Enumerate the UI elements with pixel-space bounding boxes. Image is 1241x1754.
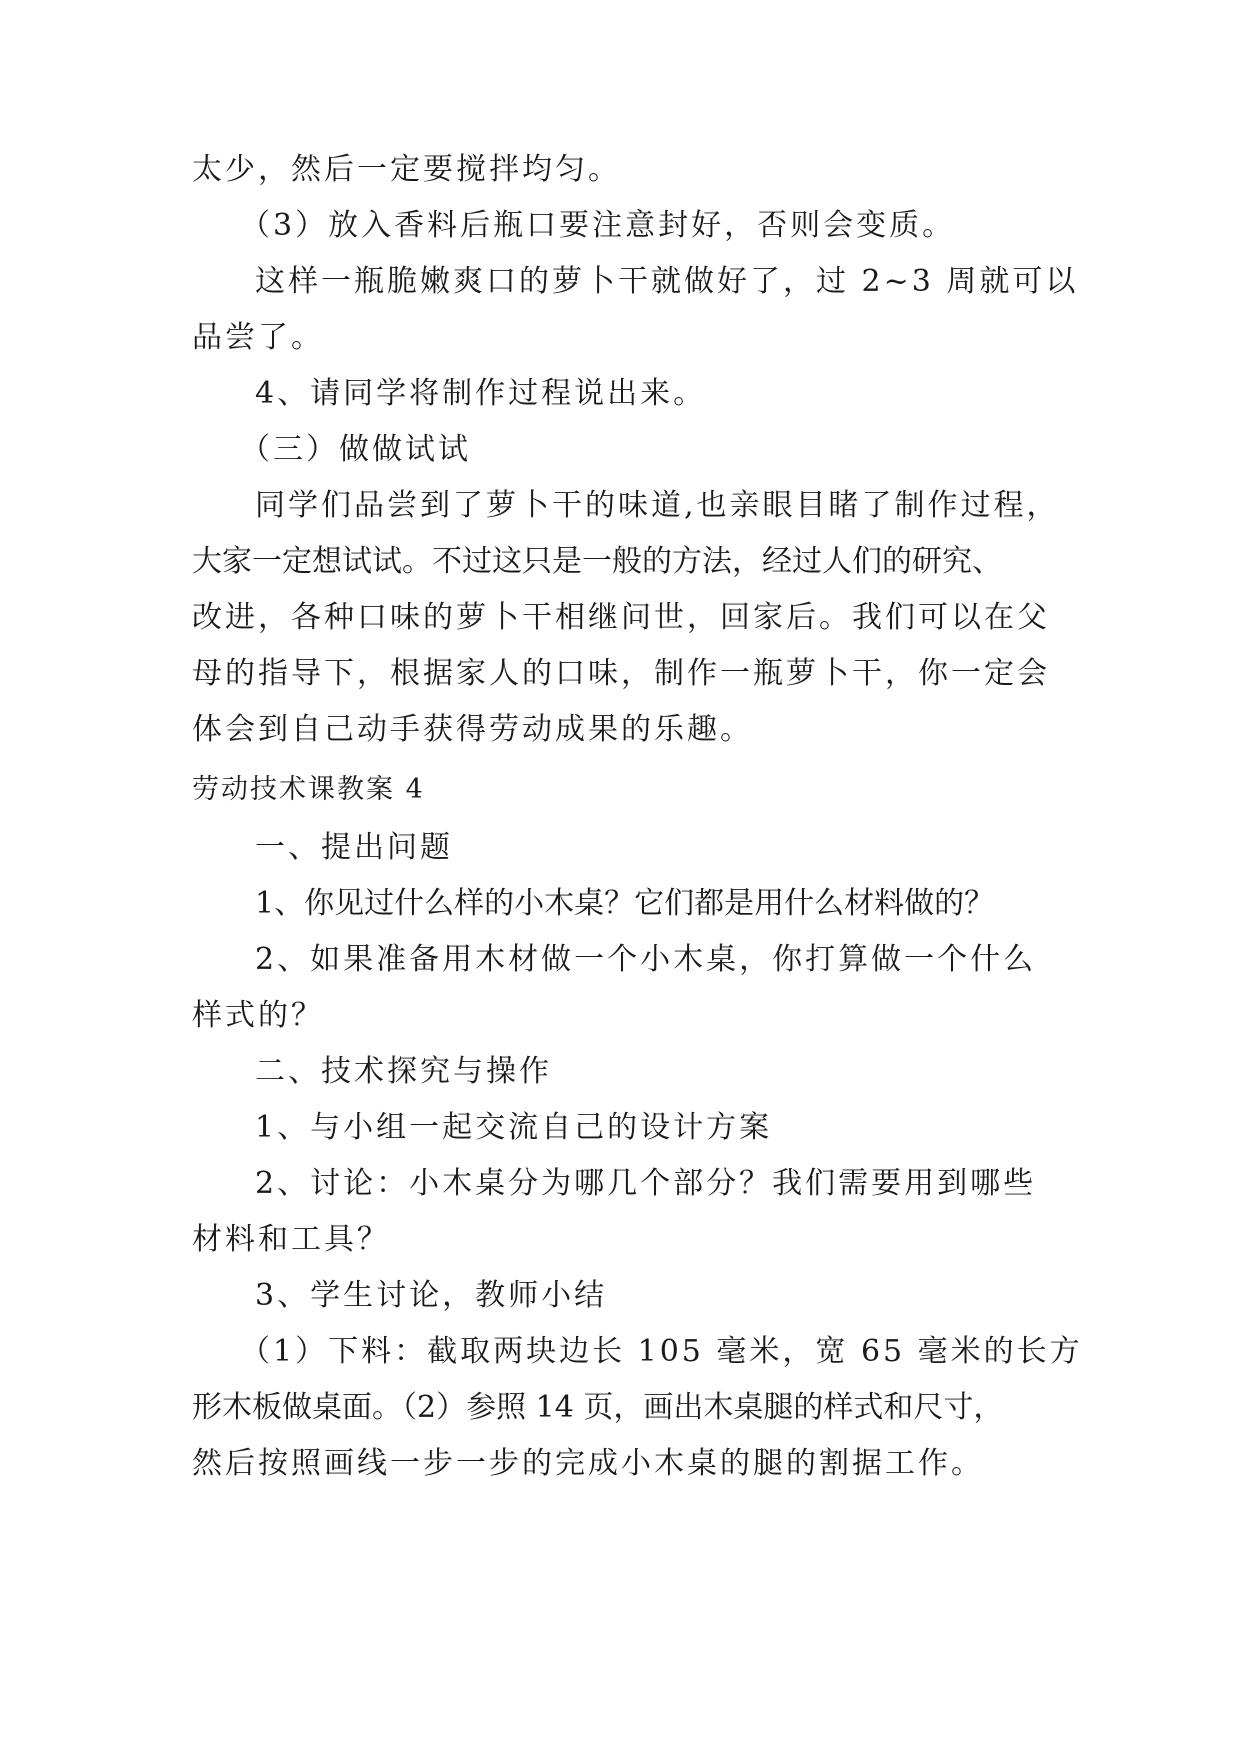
text-line: （1）下料：截取两块边长 105 毫米，宽 65 毫米的长方 xyxy=(240,1334,1083,1369)
lesson-title: 劳动技术课教案 4 xyxy=(192,774,425,805)
text-line: 1、与小组一起交流自己的设计方案 xyxy=(255,1110,773,1145)
text-line: 这样一瓶脆嫩爽口的萝卜干就做好了，过 2~3 周就可以 xyxy=(255,264,1079,299)
text-line: 3、学生讨论，教师小结 xyxy=(255,1278,608,1313)
section-heading: 一、提出问题 xyxy=(255,830,453,865)
text-line: 改进，各种口味的萝卜干相继问世，回家后。我们可以在父 xyxy=(192,600,1050,635)
text-line: 母的指导下，根据家人的口味，制作一瓶萝卜干，你一定会 xyxy=(192,656,1050,691)
text-line: 形木板做桌面。（2）参照 14 页，画出木桌腿的样式和尺寸， xyxy=(192,1390,1004,1425)
text-line: 体会到自己动手获得劳动成果的乐趣。 xyxy=(192,712,753,747)
text-line: 大家一定想试试。不过这只是一般的方法，经过人们的研究、 xyxy=(192,544,1002,579)
text-line: 品尝了。 xyxy=(192,320,324,355)
text-line: 太少，然后一定要搅拌均匀。 xyxy=(192,152,621,187)
text-line: 2、如果准备用木材做一个小木桌，你打算做一个什么 xyxy=(255,942,1037,977)
text-line: 1、你见过什么样的小木桌？它们都是用什么材料做的？ xyxy=(255,886,995,921)
text-line: 样式的？ xyxy=(192,998,324,1033)
text-line: 4、请同学将制作过程说出来。 xyxy=(255,376,707,411)
text-line: 同学们品尝到了萝卜干的味道,也亲眼目睹了制作过程， xyxy=(255,488,1060,523)
section-heading: 二、技术探究与操作 xyxy=(255,1054,552,1089)
text-line: 然后按照画线一步一步的完成小木桌的腿的割据工作。 xyxy=(192,1446,984,1481)
text-line: 2、讨论：小木桌分为哪几个部分？我们需要用到哪些 xyxy=(255,1166,1037,1201)
text-line: （3）放入香料后瓶口要注意封好，否则会变质。 xyxy=(240,208,956,243)
text-line: 材料和工具？ xyxy=(192,1222,390,1257)
section-heading: （三）做做试试 xyxy=(240,432,471,467)
